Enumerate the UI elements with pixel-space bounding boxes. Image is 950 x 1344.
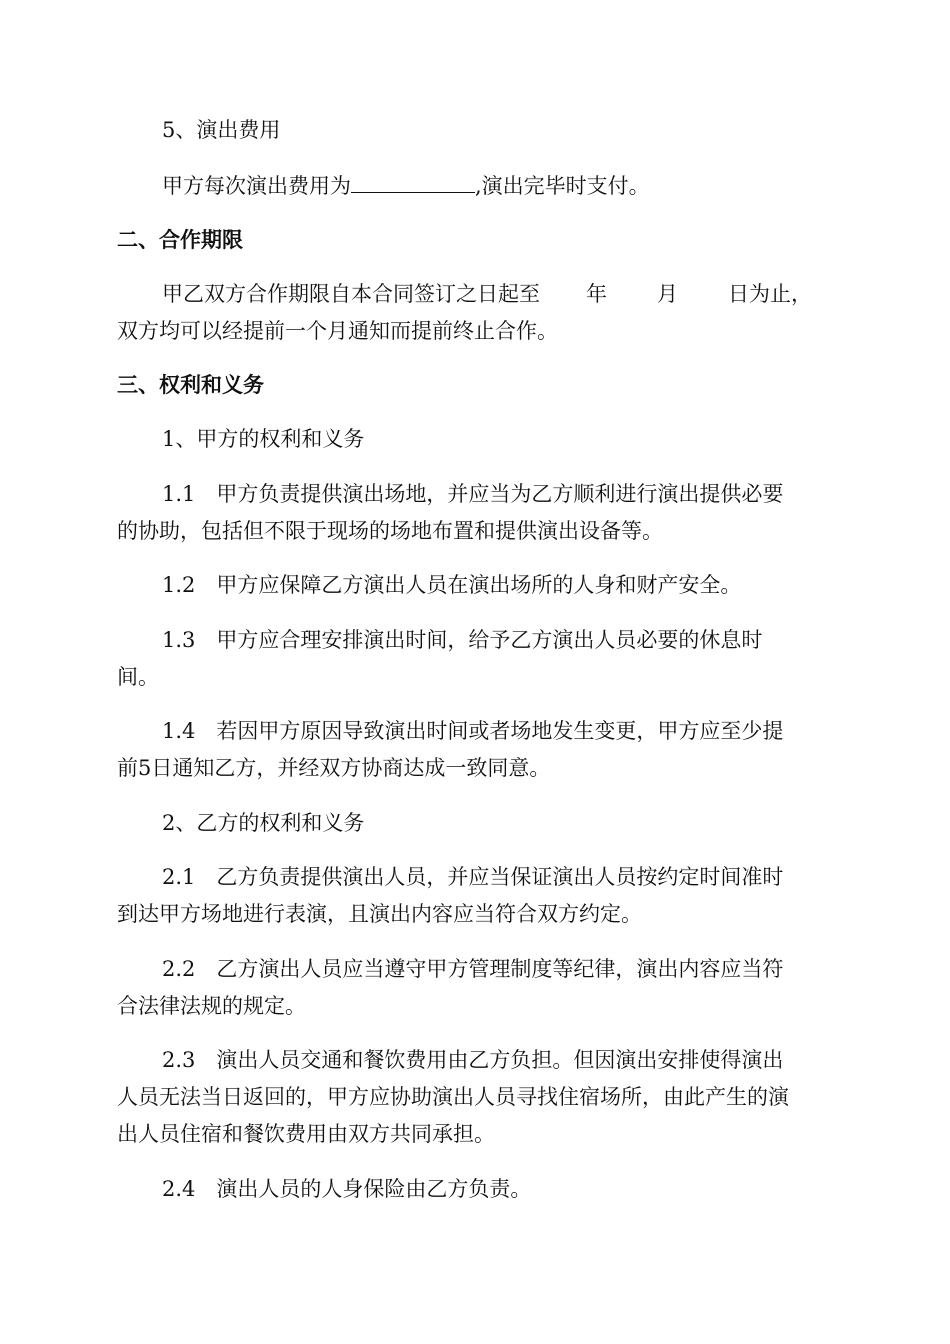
fee-text-prefix: 甲方每次演出费用为 bbox=[162, 174, 351, 198]
clause-1-3-line-2: 间。 bbox=[117, 665, 159, 689]
period-text: 甲乙双方合作期限自本合同签订之日起至 bbox=[162, 282, 540, 306]
period-month-label: 月 bbox=[657, 282, 678, 306]
fee-text-suffix: ,演出完毕时支付。 bbox=[475, 174, 650, 198]
clause-1-4-line-1: 1.4 若因甲方原因导致演出时间或者场地发生变更，甲方应至少提 bbox=[162, 719, 784, 743]
clause-2-2-line-1: 2.2 乙方演出人员应当遵守甲方管理制度等纪律，演出内容应当符 bbox=[162, 957, 784, 981]
heading-cooperation-period: 二、合作期限 bbox=[117, 227, 243, 252]
clause-2-4-line-1: 2.4 演出人员的人身保险由乙方负责。 bbox=[162, 1177, 532, 1201]
period-year-label: 年 bbox=[586, 282, 607, 306]
clause-1-2-line-1: 1.2 甲方应保障乙方演出人员在演出场所的人身和财产安全。 bbox=[162, 573, 742, 597]
clause-1-3-line-1: 1.3 甲方应合理安排演出时间，给予乙方演出人员必要的休息时 bbox=[162, 628, 763, 652]
clause-2-3-line-1: 2.3 演出人员交通和餐饮费用由乙方负担。但因演出安排使得演出 bbox=[162, 1048, 784, 1072]
fee-paragraph bbox=[162, 173, 650, 199]
period-day-label: 日为止， bbox=[728, 282, 812, 306]
clause-2-2-line-2: 合法律法规的规定。 bbox=[117, 994, 306, 1018]
clause-2-3-line-3: 出人员住宿和餐饮费用由双方共同承担。 bbox=[117, 1122, 495, 1146]
clause-1-1-line-1: 1.1 甲方负责提供演出场地，并应当为乙方顺利进行演出提供必要 bbox=[162, 482, 784, 506]
period-line-1 bbox=[162, 281, 812, 307]
clause-1-4-line-2: 前5日通知乙方，并经双方协商达成一致同意。 bbox=[117, 756, 551, 780]
heading-rights-obligations: 三、权利和义务 bbox=[117, 372, 264, 397]
party-a-subtitle: 1、甲方的权利和义务 bbox=[162, 427, 365, 451]
clause-2-3-line-2: 人员无法当日返回的，甲方应协助演出人员寻找住宿场所，由此产生的演 bbox=[117, 1085, 789, 1109]
clause-2-1-line-1: 2.1 乙方负责提供演出人员，并应当保证演出人员按约定时间准时 bbox=[162, 865, 784, 889]
clause-2-1-line-2: 到达甲方场地进行表演，且演出内容应当符合双方约定。 bbox=[117, 902, 642, 926]
period-line-2: 双方均可以经提前一个月通知而提前终止合作。 bbox=[117, 319, 558, 343]
party-b-subtitle: 2、乙方的权利和义务 bbox=[162, 811, 365, 835]
section-5-title: 5、演出费用 bbox=[162, 118, 281, 142]
clause-1-1-line-2: 的协助，包括但不限于现场的场地布置和提供演出设备等。 bbox=[117, 519, 663, 543]
fee-blank-field bbox=[351, 174, 475, 193]
